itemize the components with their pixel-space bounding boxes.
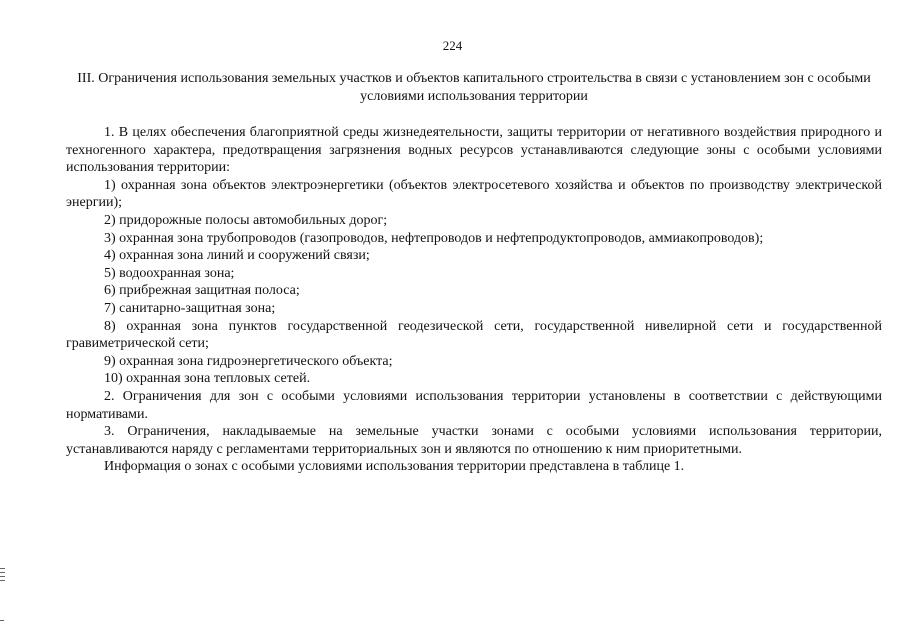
paragraph-intro: 1. В целях обеспечения благоприятной среды жизнедеятельности, защиты территории от негативного воздействия природного и техногенного характера, предотвращения загрязнения водных ресурсов устанавливаются следующие зоны с особыми условиями использования территории:	[66, 125, 882, 176]
section-body	[66, 124, 882, 476]
list-item-1: 1) охранная зона объектов электроэнергетики (объектов электросетевого хозяйства и объектов по производству электрической энергии);	[66, 177, 882, 211]
list-item-3: 3) охранная зона трубопроводов (газопроводов, нефтепроводов и нефтепродуктопроводов, аммиакопроводов);	[104, 230, 764, 246]
list-item-6: 6) прибрежная защитная полоса;	[104, 283, 300, 299]
section-heading: III. Ограничения использования земельных участков и объектов капитального строительства в связи с установлением зон с особыми условиями использования территории	[77, 71, 871, 104]
scan-edge-marks	[0, 568, 6, 588]
list-item-7: 7) санитарно-защитная зона;	[104, 300, 276, 316]
list-item-9: 9) охранная зона гидроэнергетического объекта;	[104, 353, 393, 369]
list-item-5: 5) водоохранная зона;	[104, 265, 235, 281]
list-item-8: 8) охранная зона пунктов государственной геодезической сети, государственной нивелирной сети и государственной гравиметрической сети;	[66, 318, 882, 352]
scan-edge-dot	[0, 620, 4, 621]
page-number: 224	[442, 38, 463, 53]
list-item-2: 2) придорожные полосы автомобильных дорог;	[104, 212, 388, 228]
list-item-10: 10) охранная зона тепловых сетей.	[104, 371, 311, 387]
paragraph-3: 3. Ограничения, накладываемые на земельные участки зонами с особыми условиями использования территории, устанавливаются наряду с регламентами территориальных зон и являются по отношению к ним приоритетными.	[66, 424, 882, 457]
paragraph-table-reference: Информация о зонах с особыми условиями использования территории представлена в таблице 1.	[104, 459, 685, 475]
paragraph-2: 2. Ограничения для зон с особыми условиями использования территории установлены в соответствии с действующими нормативами.	[66, 388, 882, 422]
list-item-4: 4) охранная зона линий и сооружений связи;	[104, 248, 370, 264]
